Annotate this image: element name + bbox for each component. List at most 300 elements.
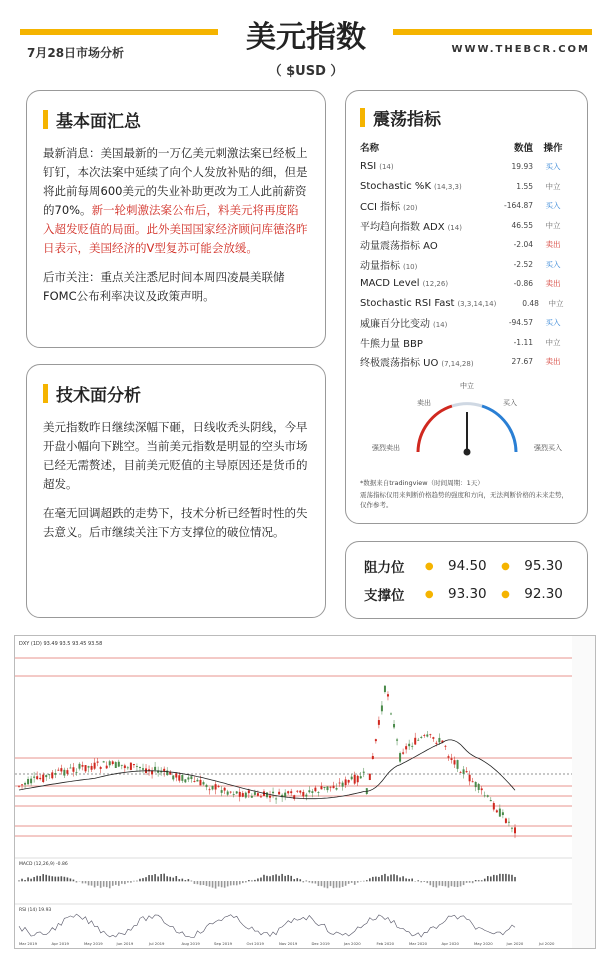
- macd-bar: [496, 875, 498, 881]
- candle-body: [115, 762, 117, 768]
- candle-body: [323, 787, 325, 788]
- macd-bar: [372, 877, 374, 881]
- macd-bar: [306, 881, 308, 882]
- oscillators-footnote-1: *数据来自tradingview（时间周期：1天）: [360, 478, 484, 487]
- support-label: 支撑位: [364, 588, 405, 604]
- technical-card: [26, 364, 326, 618]
- candle-body: [63, 770, 65, 776]
- macd-bar: [64, 877, 66, 882]
- candle-body: [21, 784, 23, 785]
- macd-bar: [387, 876, 389, 881]
- macd-bar: [426, 881, 428, 883]
- candle-body: [127, 767, 129, 768]
- candle-body: [66, 770, 68, 774]
- indicator-value: 27.67: [511, 357, 533, 367]
- macd-bar: [100, 881, 102, 888]
- levels-card: [345, 541, 588, 619]
- candle-body: [375, 739, 377, 741]
- macd-bar: [263, 875, 265, 882]
- bullet-icon: ●: [501, 560, 510, 572]
- indicator-row: [360, 313, 573, 333]
- technical-paragraph-1: 美元指数昨日继续深幅下砸，日线收秃头阴线，今早开盘小幅向下跳空。当前美元指数是明显的空头市场已经无需赘述，目前美元贬值的主导原因还是货币的超发。: [43, 420, 308, 491]
- candle-body: [193, 781, 195, 782]
- macd-bar: [197, 881, 199, 884]
- macd-bar: [369, 878, 371, 881]
- indicator-name: Stochastic RSI Fast (3,3,14,14): [360, 297, 497, 309]
- candle-body: [121, 765, 123, 766]
- macd-bar: [463, 881, 465, 885]
- macd-bar: [481, 880, 483, 881]
- macd-bar: [336, 881, 338, 888]
- rsi-label: RSI (14) 19.93: [19, 908, 52, 913]
- page-title: 美元指数: [246, 20, 366, 55]
- macd-bar: [136, 881, 138, 882]
- fundamentals-news-highlight: 新一轮刺激法案公布后，料美元将再度陷入超发贬值的局面。此外美国国家经济顾问库德洛昨日表示，美国经济的V型复苏可能会放缓。: [43, 203, 308, 255]
- macd-bar: [505, 874, 507, 881]
- macd-bar: [70, 878, 72, 881]
- macd-bar: [309, 881, 311, 882]
- macd-bar: [296, 878, 298, 881]
- indicator-value: -2.04: [513, 240, 533, 250]
- x-tick-label: Mar 2019: [19, 941, 38, 946]
- macd-bar: [284, 876, 286, 881]
- macd-bar: [130, 881, 132, 883]
- macd-bar: [160, 874, 162, 881]
- indicator-name: 威廉百分比变动 (14): [360, 319, 448, 331]
- price-axis: [572, 636, 595, 948]
- candle-body: [42, 775, 44, 782]
- macd-bar: [312, 881, 314, 883]
- macd-bar: [54, 877, 56, 882]
- candle-body: [184, 779, 186, 782]
- candle-body: [348, 780, 350, 783]
- macd-bar: [224, 881, 226, 888]
- bullet-icon: ●: [501, 588, 510, 600]
- macd-bar: [287, 875, 289, 881]
- macd-bar: [67, 877, 69, 881]
- macd-bar: [191, 881, 193, 882]
- candle-body: [466, 771, 468, 772]
- x-tick-label: Apr 2020: [441, 941, 459, 946]
- x-tick-label: Jan 2020: [344, 941, 361, 946]
- macd-bar: [175, 876, 177, 881]
- macd-bar: [209, 881, 211, 887]
- macd-bar: [384, 874, 386, 881]
- indicator-row: [360, 274, 573, 294]
- candle-body: [357, 776, 359, 782]
- macd-bar: [169, 877, 171, 881]
- candle-body: [423, 735, 425, 736]
- macd-bar: [236, 881, 238, 885]
- candle-body: [245, 793, 247, 798]
- macd-bar: [414, 881, 416, 882]
- gauge-label-buy: 买入: [503, 398, 517, 407]
- candle-body: [251, 796, 253, 798]
- macd-bar: [21, 879, 23, 882]
- macd-bar: [345, 881, 347, 886]
- col-action: 操作: [543, 143, 563, 154]
- indicator-value: -0.86: [513, 279, 533, 289]
- candle-body: [266, 792, 268, 797]
- macd-bar: [242, 881, 244, 883]
- candle-body: [54, 773, 56, 775]
- candle-body: [30, 779, 32, 784]
- macd-bar: [475, 880, 477, 881]
- resistance-row: [364, 552, 569, 580]
- macd-bar: [430, 881, 432, 885]
- candle-body: [330, 787, 332, 788]
- resistance-1: 94.50: [448, 558, 487, 574]
- macd-bar: [396, 875, 398, 881]
- candle-body: [345, 779, 347, 785]
- macd-bar: [257, 878, 259, 881]
- candle-body: [317, 792, 319, 793]
- candle-body: [299, 791, 301, 793]
- macd-bar: [239, 881, 241, 884]
- candle-body: [381, 705, 383, 711]
- candle-body: [351, 777, 353, 780]
- candle-body: [308, 790, 310, 792]
- macd-bar: [490, 876, 492, 881]
- gauge-hub: [464, 448, 471, 455]
- candle-body: [130, 763, 132, 770]
- macd-bar: [124, 881, 126, 884]
- macd-bar: [381, 875, 383, 881]
- macd-bar: [514, 877, 516, 881]
- candle-body: [463, 769, 465, 774]
- oscillators-title: 震荡指标: [373, 110, 441, 130]
- candle-body: [94, 763, 96, 769]
- macd-bar: [221, 881, 223, 887]
- candle-body: [450, 758, 452, 760]
- fundamentals-paragraph-2: 后市关注：重点关注悉尼时间本周四凌晨美联储FOMC公布利率决议及政策声明。: [43, 270, 285, 303]
- indicator-value: 19.93: [511, 162, 533, 172]
- candle-body: [272, 792, 274, 793]
- macd-bar: [290, 876, 292, 881]
- candle-body: [390, 714, 392, 715]
- macd-bar: [327, 881, 329, 888]
- macd-bar: [39, 876, 41, 881]
- macd-bar: [248, 880, 250, 881]
- indicator-action: 卖出: [545, 357, 561, 367]
- price-chart-svg: [15, 636, 595, 948]
- x-tick-label: Sep 2019: [214, 941, 233, 946]
- candle-body: [460, 772, 462, 773]
- fundamentals-title: 基本面汇总: [56, 112, 141, 132]
- candle-body: [402, 752, 404, 753]
- macd-bar: [58, 877, 60, 882]
- candle-body: [75, 772, 77, 773]
- gauge-arc-buy: [482, 406, 516, 452]
- macd-bar: [24, 880, 26, 881]
- candle-body: [484, 795, 486, 796]
- x-tick-label: Nov 2019: [279, 941, 298, 946]
- candle-body: [106, 766, 108, 769]
- candle-body: [469, 775, 471, 782]
- page-subtitle: （ $USD ）: [268, 64, 344, 79]
- indicator-action: 买入: [545, 318, 561, 328]
- macd-bar: [182, 879, 184, 882]
- macd-bar: [484, 879, 486, 882]
- technical-heading: [43, 381, 309, 406]
- candle-body: [100, 767, 102, 769]
- candle-body: [112, 761, 114, 764]
- macd-bar: [82, 881, 84, 883]
- fundamentals-card: [26, 90, 326, 348]
- candle-body: [387, 694, 389, 696]
- macd-bar: [172, 878, 174, 882]
- macd-bar: [348, 881, 350, 884]
- macd-bar: [18, 880, 20, 881]
- x-tick-label: Mar 2020: [409, 941, 428, 946]
- candle-body: [88, 766, 90, 767]
- candle-body: [175, 773, 177, 777]
- candle-body: [118, 762, 120, 767]
- macd-bar: [499, 874, 501, 881]
- candle-body: [305, 795, 307, 797]
- indicator-name: 动量震荡指标 AO: [360, 241, 438, 253]
- macd-bar: [188, 879, 190, 881]
- candle-body: [290, 791, 292, 793]
- macd-bar: [212, 881, 214, 888]
- macd-bar: [166, 876, 168, 881]
- candle-body: [511, 828, 513, 829]
- macd-bar: [366, 880, 368, 881]
- candle-body: [432, 737, 434, 739]
- candle-body: [275, 798, 277, 799]
- candle-body: [360, 776, 362, 778]
- candle-body: [78, 764, 80, 769]
- macd-bar: [121, 881, 123, 884]
- candle-body: [124, 765, 126, 768]
- macd-bar: [357, 881, 359, 883]
- macd-bar: [269, 876, 271, 881]
- macd-bar: [451, 881, 453, 886]
- macd-bar: [478, 880, 480, 881]
- candle-body: [166, 771, 168, 776]
- site-url: WWW.THEBCR.COM: [451, 44, 590, 55]
- macd-bar: [42, 874, 44, 881]
- candle-body: [230, 792, 232, 793]
- macd-bar: [278, 876, 280, 882]
- indicator-row: [360, 177, 573, 197]
- macd-bar: [48, 876, 50, 882]
- macd-bar: [411, 879, 413, 882]
- resistance-label: 阻力位: [364, 560, 405, 576]
- macd-bar: [151, 875, 153, 881]
- candle-body: [239, 792, 241, 797]
- macd-bar: [318, 881, 320, 886]
- macd-bar: [154, 874, 156, 881]
- candle-body: [202, 782, 204, 784]
- fundamentals-news: 最新消息：美国最新的一万亿美元刺激法案已经板上钉钉，本次法案中延续了向个人发放补贴的细，但是将此前每周600美元的失业补助更改为工人此前薪资的70%。: [43, 146, 308, 217]
- macd-bar: [85, 881, 87, 883]
- macd-bar: [333, 881, 335, 888]
- macd-bar: [299, 879, 301, 881]
- candle-body: [206, 785, 208, 787]
- candle-body: [372, 756, 374, 759]
- indicator-action: 卖出: [545, 279, 561, 289]
- candle-body: [514, 827, 516, 833]
- fundamentals-paragraph-1: [43, 144, 309, 258]
- candle-body: [269, 796, 271, 798]
- macd-bar: [457, 881, 459, 887]
- macd-bar: [354, 881, 356, 885]
- candle-body: [196, 780, 198, 782]
- indicator-value: -1.11: [513, 337, 533, 347]
- macd-bar: [109, 881, 111, 888]
- x-tick-label: Feb 2020: [376, 941, 395, 946]
- macd-bar: [351, 881, 353, 883]
- macd-bar: [487, 876, 489, 881]
- heading-accent: [43, 110, 48, 129]
- candle-body: [481, 788, 483, 790]
- oscillators-card: [345, 90, 588, 524]
- candle-body: [254, 792, 256, 795]
- gauge-label-strong-sell: 强烈卖出: [372, 443, 400, 452]
- macd-bar: [342, 881, 344, 887]
- macd-bar: [375, 877, 377, 882]
- candle-body: [420, 737, 422, 738]
- macd-bar: [511, 875, 513, 881]
- candle-body: [18, 786, 20, 787]
- macd-bar: [230, 881, 232, 885]
- macd-bar: [315, 881, 317, 884]
- candle-body: [97, 762, 99, 763]
- candle-body: [139, 767, 141, 768]
- macd-bar: [215, 881, 217, 889]
- candle-body: [257, 793, 259, 796]
- candle-body: [417, 740, 419, 741]
- macd-bar: [145, 877, 147, 881]
- candle-body: [472, 781, 474, 782]
- indicator-value: 46.55: [511, 220, 533, 230]
- candle-body: [447, 756, 449, 757]
- candle-body: [384, 686, 386, 692]
- macd-bar: [194, 881, 196, 884]
- macd-bar: [45, 875, 47, 881]
- candle-body: [248, 790, 250, 793]
- candle-body: [444, 746, 446, 747]
- candle-body: [82, 765, 84, 767]
- candle-body: [363, 772, 365, 773]
- candle-body: [218, 786, 220, 787]
- x-tick-label: Dec 2019: [311, 941, 330, 946]
- gauge-label-sell: 卖出: [417, 398, 431, 407]
- candle-body: [187, 777, 189, 779]
- x-tick-label: Aug 2019: [181, 941, 200, 946]
- macd-bar: [399, 877, 401, 881]
- macd-bar: [97, 881, 99, 886]
- gauge-arc-sell: [418, 406, 452, 452]
- macd-bar: [321, 881, 323, 886]
- price-chart: [14, 635, 596, 949]
- indicator-row: [360, 255, 573, 275]
- macd-bar: [30, 879, 32, 882]
- macd-bar: [103, 881, 105, 887]
- candle-body: [72, 767, 74, 771]
- candle-body: [393, 724, 395, 727]
- candle-body: [414, 738, 416, 745]
- macd-bar: [218, 881, 220, 886]
- macd-bar: [112, 881, 114, 886]
- macd-bar: [203, 881, 205, 885]
- indicator-row: [360, 196, 573, 216]
- candle-body: [212, 786, 214, 790]
- x-tick-label: May 2019: [84, 941, 103, 946]
- macd-bar: [302, 881, 304, 882]
- indicator-value: 0.48: [522, 298, 539, 308]
- candle-body: [508, 822, 510, 823]
- macd-bar: [423, 881, 425, 882]
- chart-header: DXY (1D) 93.49 93.5 93.45 93.58: [19, 641, 103, 647]
- macd-bar: [378, 877, 380, 881]
- col-name: 名称: [360, 143, 380, 154]
- candle-body: [454, 760, 456, 764]
- candle-body: [457, 760, 459, 769]
- macd-bar: [200, 881, 202, 885]
- candle-body: [36, 776, 38, 779]
- indicator-row: [360, 235, 573, 255]
- candle-body: [242, 793, 244, 797]
- gauge-label-strong-buy: 强烈买入: [534, 443, 562, 452]
- macd-bar: [390, 875, 392, 882]
- candle-body: [411, 746, 413, 747]
- gauge-label-neutral: 中立: [460, 381, 474, 390]
- candle-body: [45, 775, 47, 777]
- candle-body: [296, 791, 298, 792]
- indicator-name: 动量指标 (10): [360, 260, 418, 272]
- x-tick-label: Oct 2019: [246, 941, 264, 946]
- candle-body: [475, 782, 477, 787]
- sentiment-gauge: [360, 374, 574, 474]
- x-tick-label: May 2020: [474, 941, 493, 946]
- candle-body: [103, 761, 105, 762]
- indicator-value: -94.57: [508, 318, 533, 328]
- candle-body: [51, 772, 53, 778]
- macd-label: MACD (12,26,9) -0.86: [19, 862, 68, 867]
- candle-body: [369, 774, 371, 780]
- macd-bar: [233, 881, 235, 885]
- candle-body: [199, 780, 201, 785]
- oscillators-heading: [360, 105, 573, 130]
- macd-bar: [436, 881, 438, 888]
- candle-body: [478, 784, 480, 790]
- indicator-name: RSI (14): [360, 161, 394, 173]
- candle-body: [172, 775, 174, 779]
- macd-bar: [148, 875, 150, 881]
- macd-bar: [27, 877, 29, 881]
- macd-bar: [469, 881, 471, 883]
- bullet-icon: ●: [424, 588, 434, 600]
- macd-bar: [405, 878, 407, 881]
- heading-accent: [43, 384, 48, 403]
- candle-body: [181, 775, 183, 781]
- indicator-action: 中立: [545, 220, 561, 230]
- candle-body: [408, 744, 410, 746]
- candle-body: [499, 809, 501, 817]
- x-tick-label: Jun 2019: [116, 941, 134, 946]
- macd-bar: [157, 877, 159, 882]
- candle-body: [48, 774, 50, 775]
- candle-body: [396, 739, 398, 740]
- macd-bar: [36, 876, 38, 882]
- report-date: 7月28日市场分析: [27, 46, 125, 60]
- macd-bar: [393, 874, 395, 881]
- candle-body: [136, 766, 138, 767]
- indicator-value: -164.87: [504, 201, 533, 211]
- macd-bar: [330, 881, 332, 886]
